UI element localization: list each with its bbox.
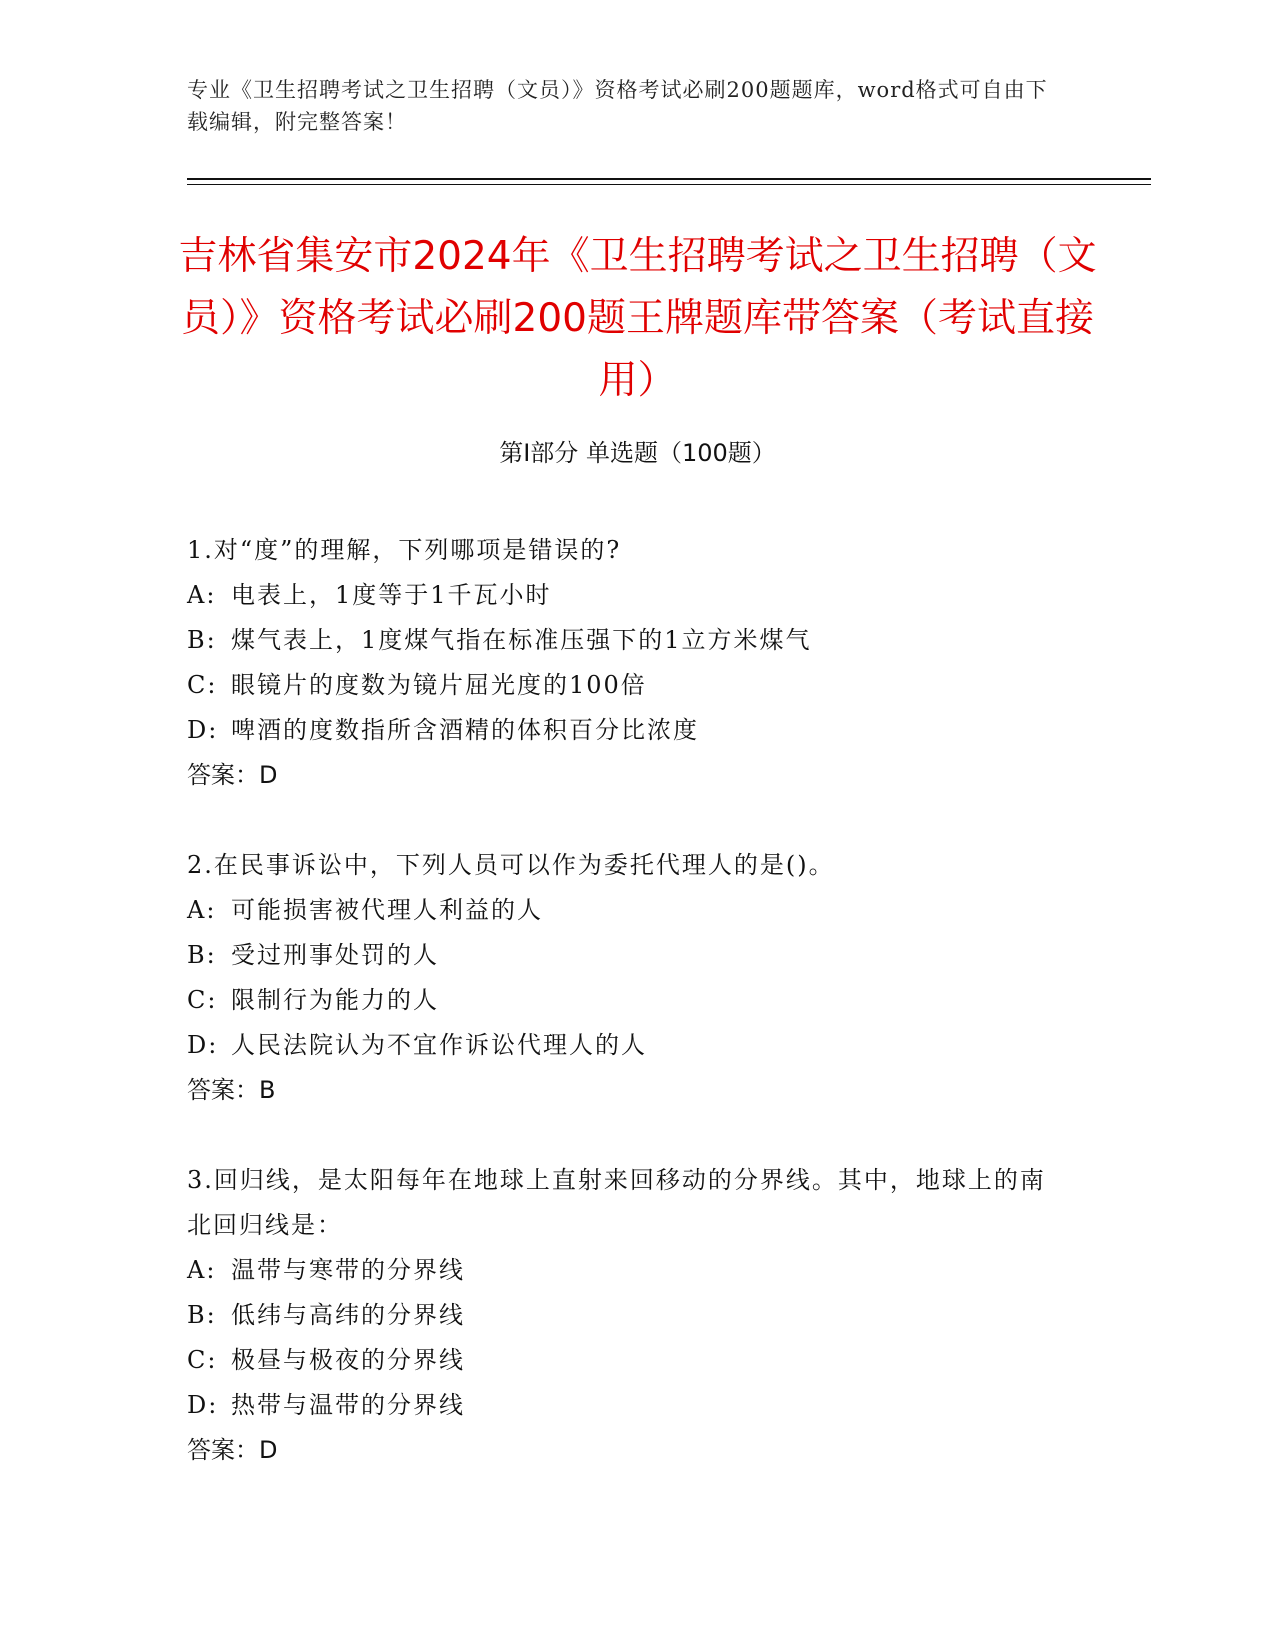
- option-letter: C:: [187, 1346, 218, 1374]
- question-item: [187, 1158, 1087, 1473]
- option-text: 温带与寒带的分界线: [231, 1256, 465, 1284]
- option-b: [187, 933, 1087, 978]
- option-b: [187, 618, 1087, 663]
- answer-line: 答案：D: [187, 761, 278, 789]
- option-text: 受过刑事处罚的人: [231, 941, 439, 969]
- option-d: [187, 708, 1087, 753]
- question-stem: 1.对“度”的理解，下列哪项是错误的?: [187, 536, 622, 564]
- header-note: 专业《卫生招聘考试之卫生招聘（文员）》资格考试必刷200题题库，word格式可自由下载编辑，附完整答案！: [187, 78, 1048, 134]
- question-stem: 2.在民事诉讼中，下列人员可以作为委托代理人的是()。: [187, 851, 835, 879]
- answer-line: 答案：B: [187, 1076, 276, 1104]
- question-spacer: [187, 1113, 1087, 1158]
- option-a: [187, 1248, 1087, 1293]
- option-letter: C:: [187, 986, 218, 1014]
- option-text: 限制行为能力的人: [231, 986, 439, 1014]
- option-text: 人民法院认为不宜作诉讼代理人的人: [231, 1031, 647, 1059]
- option-letter: B:: [187, 1301, 217, 1329]
- option-text: 电表上，1度等于1千瓦小时: [231, 581, 552, 609]
- option-letter: B:: [187, 626, 217, 654]
- option-letter: A:: [187, 896, 217, 924]
- document-title: 吉林省集安市2024年《卫生招聘考试之卫生招聘（文员）》资格考试必刷200题王牌题库带答案（考试直接用）: [178, 234, 1097, 403]
- option-letter: D:: [187, 716, 219, 744]
- option-c: [187, 978, 1087, 1023]
- option-text: 煤气表上，1度煤气指在标准压强下的1立方米煤气: [231, 626, 812, 654]
- question-item: [187, 528, 1087, 798]
- option-text: 眼镜片的度数为镜片屈光度的100倍: [231, 671, 647, 699]
- option-letter: D:: [187, 1031, 219, 1059]
- option-d: [187, 1023, 1087, 1068]
- option-text: 啤酒的度数指所含酒精的体积百分比浓度: [231, 716, 699, 744]
- option-letter: B:: [187, 941, 217, 969]
- header-divider-thin: [187, 184, 1151, 185]
- question-spacer: [187, 798, 1087, 843]
- option-c: [187, 663, 1087, 708]
- option-text: 可能损害被代理人利益的人: [231, 896, 543, 924]
- option-letter: D:: [187, 1391, 219, 1419]
- answer-line: 答案：D: [187, 1436, 278, 1464]
- option-a: [187, 573, 1087, 618]
- option-d: [187, 1383, 1087, 1428]
- option-letter: C:: [187, 671, 218, 699]
- section-heading: 第I部分 单选题（100题）: [499, 439, 776, 467]
- question-list: [187, 528, 1087, 1473]
- option-letter: A:: [187, 1256, 217, 1284]
- option-text: 热带与温带的分界线: [231, 1391, 465, 1419]
- option-a: [187, 888, 1087, 933]
- option-text: 低纬与高纬的分界线: [231, 1301, 465, 1329]
- option-b: [187, 1293, 1087, 1338]
- option-letter: A:: [187, 581, 217, 609]
- option-text: 极昼与极夜的分界线: [231, 1346, 465, 1374]
- question-stem: 3.回归线，是太阳每年在地球上直射来回移动的分界线。其中，地球上的南北回归线是：: [187, 1166, 1046, 1239]
- header-divider-thick: [187, 178, 1151, 180]
- option-c: [187, 1338, 1087, 1383]
- question-item: [187, 843, 1087, 1113]
